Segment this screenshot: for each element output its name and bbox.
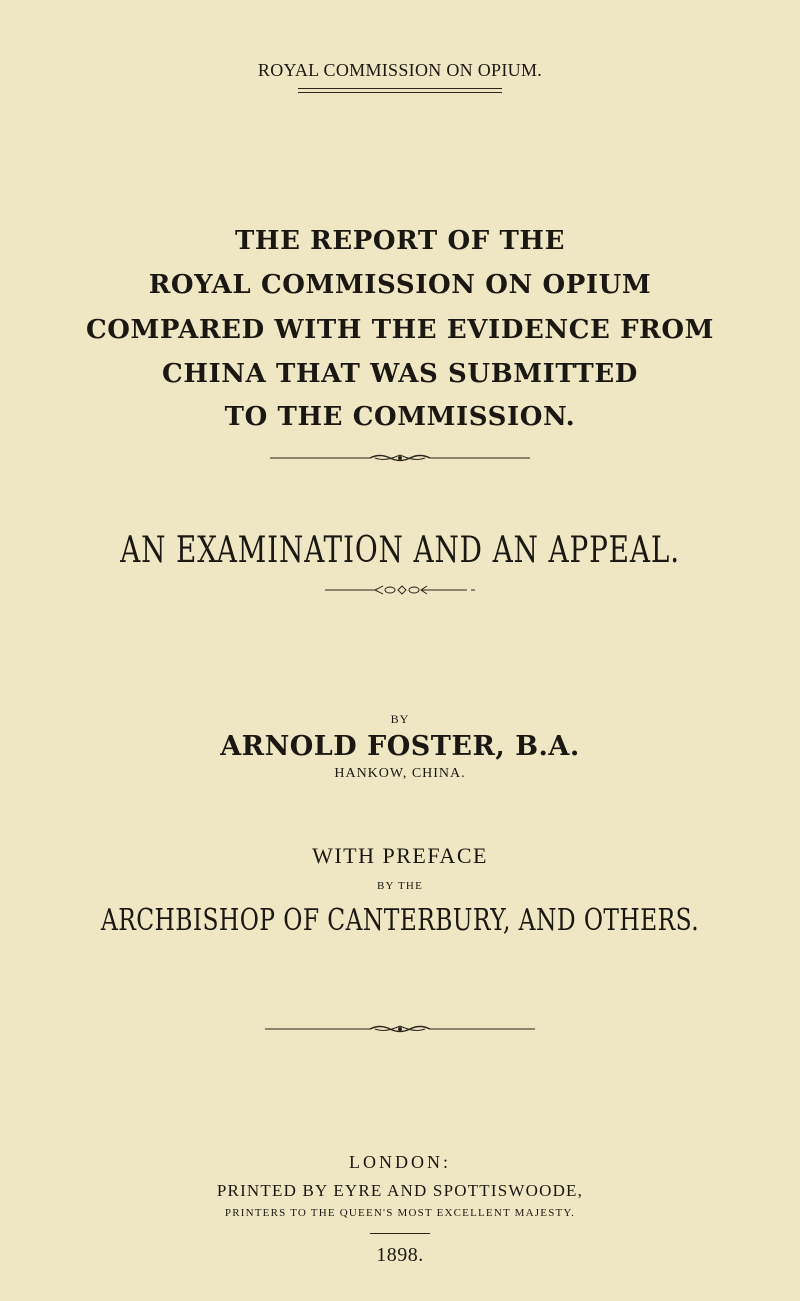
preface-authors: ARCHBISHOP OF CANTERBURY, AND OTHERS.: [100, 903, 700, 938]
ornamental-rule-bottom: [265, 1023, 535, 1035]
by-label: BY: [390, 712, 410, 726]
ornamental-rule-small: [325, 585, 475, 595]
preface-label: WITH PREFACE: [312, 843, 488, 868]
author-location: HANKOW, CHINA.: [334, 766, 466, 781]
title-line-4: CHINA THAT WAS SUBMITTED: [162, 359, 638, 389]
title-line-3: COMPARED WITH THE EVIDENCE FROM: [85, 315, 715, 345]
header-double-rule: [298, 88, 502, 93]
title-line-1: THE REPORT OF THE: [234, 226, 566, 256]
imprint-city: LONDON:: [349, 1152, 451, 1172]
ornamental-rule-top: [270, 452, 530, 464]
title-line-2: ROYAL COMMISSION ON OPIUM: [148, 270, 652, 300]
author-name: ARNOLD FOSTER, B.A.: [220, 731, 580, 762]
imprint-printer: PRINTED BY EYRE AND SPOTTISWOODE,: [216, 1181, 584, 1200]
imprint-rule: [370, 1233, 430, 1234]
preface-by-the: BY THE: [376, 880, 423, 892]
imprint-printer-title: PRINTERS TO THE QUEEN'S MOST EXCELLENT MAJESTY.: [224, 1207, 576, 1219]
imprint-year: 1898.: [376, 1244, 424, 1266]
title-line-5: TO THE COMMISSION.: [224, 402, 576, 432]
series-title: ROYAL COMMISSION ON OPIUM.: [257, 60, 543, 80]
subtitle: AN EXAMINATION AND AN APPEAL.: [120, 530, 680, 571]
